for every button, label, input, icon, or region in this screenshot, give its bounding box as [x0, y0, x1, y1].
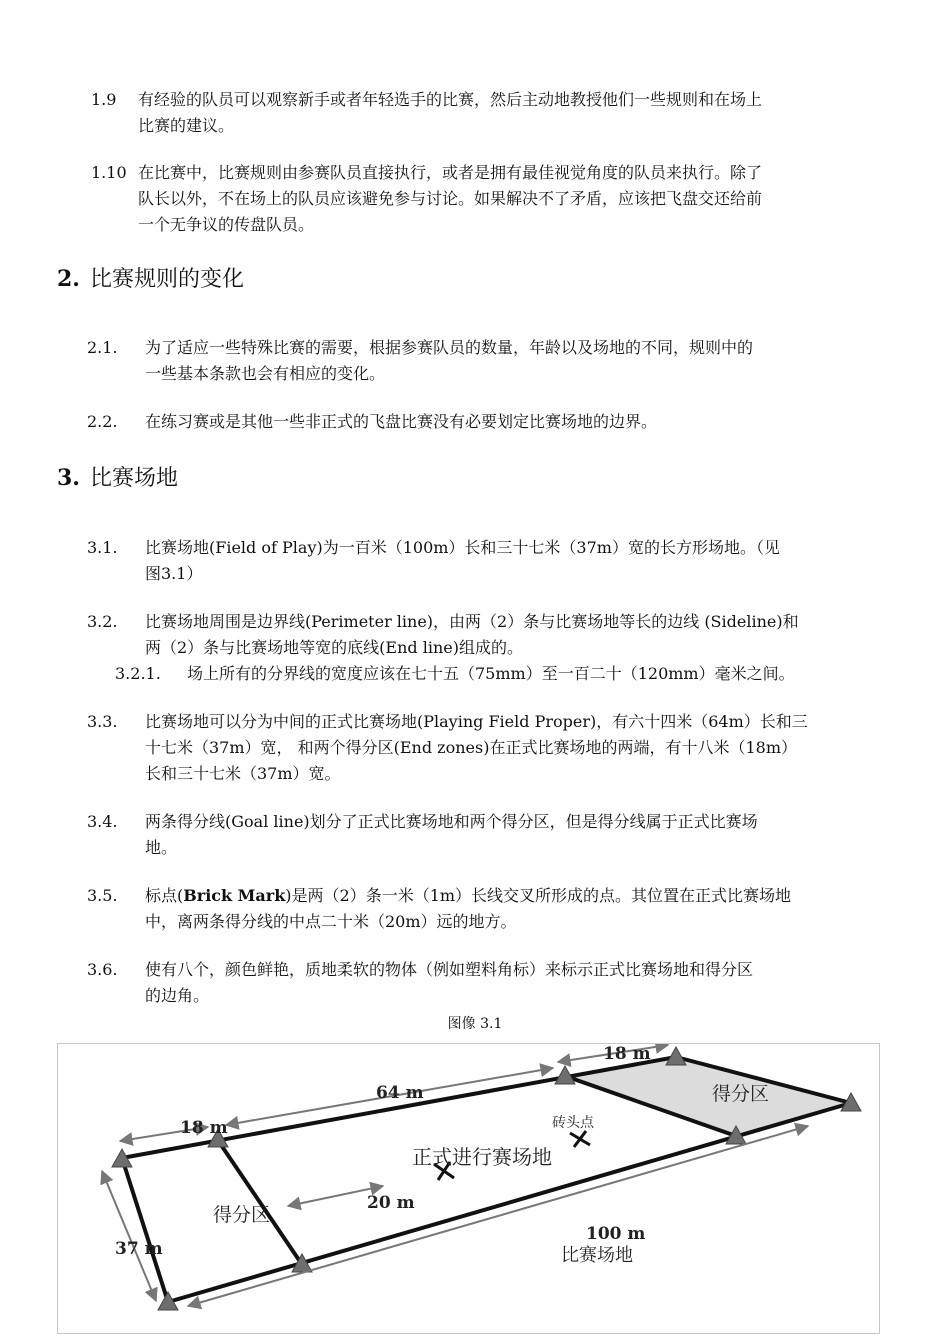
clause-number: 3.2.1. [115, 664, 161, 683]
paragraph-2-2 [87, 409, 887, 435]
clause-text-line: 比赛场地周围是边界线(Perimeter line)，由两（2）条与比赛场地等长的边线 (Sideline)和 [145, 612, 799, 631]
clause-number: 3.6. [87, 960, 118, 979]
clause-text-line: 两条得分线(Goal line)划分了正式比赛场地和两个得分区，但是得分线属于正式比赛场 [145, 812, 758, 831]
heading-number: 3. [57, 465, 80, 491]
label-100m: 100 m [586, 1224, 646, 1244]
clause-text-line: 比赛的建议。 [138, 116, 235, 135]
paragraph-1-10 [91, 160, 891, 238]
label-64m: 64 m [376, 1083, 424, 1103]
clause-text-line: 在练习赛或是其他一些非正式的飞盘比赛没有必要划定比赛场地的边界。 [145, 412, 658, 431]
clause-text-pre: 标点( [145, 886, 184, 905]
label-20m: 20 m [367, 1193, 415, 1213]
clause-text-line: 为了适应一些特殊比赛的需要，根据参赛队员的数量，年龄以及场地的不同，规则中的 [145, 338, 754, 357]
clause-text-line: 中，离两条得分线的中点二十米（20m）远的地方。 [145, 912, 517, 931]
heading-number: 2. [57, 266, 80, 292]
clause-text-line: 一些基本条款也会有相应的变化。 [145, 364, 386, 383]
paragraph-3-2 [87, 609, 887, 661]
label-endzone-left: 得分区 [213, 1204, 271, 1226]
clause-text-line [145, 883, 791, 909]
clause-number: 3.4. [87, 812, 118, 831]
clause-text-line: 比赛场地(Field of Play)为一百米（100m）长和三十七米（37m）宽的长方形场地。（见 [145, 538, 780, 557]
clause-number: 3.2. [87, 612, 118, 631]
section-heading-3 [57, 463, 178, 494]
heading-title: 比赛场地 [89, 466, 178, 491]
clause-text-line: 比赛场地可以分为中间的正式比赛场地(Playing Field Proper)，有六十四米（64m）长和三 [145, 712, 808, 731]
clause-text-line: 使有八个，颜色鲜艳，质地柔软的物体（例如塑料角标）来标示正式比赛场地和得分区 [145, 960, 754, 979]
clause-text-line: 长和三十七米（37m）宽。 [145, 764, 341, 783]
clause-number: 3.3. [87, 712, 118, 731]
clause-text-line: 十七米（37m）宽， 和两个得分区(End zones)在正式比赛场地的两端，有十八米（18m） [145, 738, 797, 757]
heading-title: 比赛规则的变化 [89, 267, 244, 292]
clause-text-line: 图3.1） [145, 564, 203, 583]
clause-text-line: 场上所有的分界线的宽度应该在七十五（75mm）至一百二十（120mm）毫米之间。 [187, 664, 795, 683]
label-37m: 37 m [115, 1239, 163, 1259]
clause-text-line: 地。 [145, 838, 178, 857]
clause-text-line: 队长以外，不在场上的队员应该避免参与讨论。如果解决不了矛盾，应该把飞盘交还给前 [138, 189, 763, 208]
label-endzone-right: 得分区 [712, 1083, 770, 1105]
section-heading-2 [57, 264, 244, 295]
label-top-18m: 18 m [603, 1044, 651, 1064]
field-diagram [57, 1043, 880, 1334]
label-playing-field-proper: 正式进行赛场地 [412, 1145, 552, 1169]
figure-caption: 图像 3.1 [447, 1016, 503, 1032]
clause-text-line: 两（2）条与比赛场地等宽的底线(End line)组成的。 [145, 638, 523, 657]
paragraph-3-5 [87, 883, 887, 935]
label-left-18m: 18 m [180, 1118, 228, 1138]
paragraph-3-6 [87, 957, 887, 1009]
paragraph-3-2-1 [115, 661, 895, 687]
clause-text-post: )是两（2）条一米（1m）长线交叉所形成的点。其位置在正式比赛场地 [285, 886, 792, 905]
brick-mark-term: Brick Mark [183, 886, 286, 905]
paragraph-3-3 [87, 709, 887, 787]
clause-number: 3.5. [87, 886, 118, 905]
paragraph-3-4 [87, 809, 887, 861]
label-field-of-play: 比赛场地 [561, 1245, 633, 1266]
label-brick-point: 砖头点 [552, 1115, 594, 1131]
field-diagram-svg [58, 1044, 879, 1333]
paragraph-1-9 [91, 87, 891, 139]
clause-text-line: 一个无争议的传盘队员。 [138, 215, 315, 234]
clause-number: 3.1. [87, 538, 118, 557]
clause-text-line: 在比赛中，比赛规则由参赛队员直接执行，或者是拥有最佳视觉角度的队员来执行。除了 [138, 163, 763, 182]
clause-number: 2.1. [87, 338, 118, 357]
paragraph-2-1 [87, 335, 887, 387]
clause-number: 2.2. [87, 412, 118, 431]
paragraph-3-1 [87, 535, 887, 587]
clause-number: 1.10 [91, 163, 127, 182]
clause-number: 1.9 [91, 90, 117, 109]
clause-text-line: 的边角。 [145, 986, 210, 1005]
clause-text-line: 有经验的队员可以观察新手或者年轻选手的比赛，然后主动地教授他们一些规则和在场上 [138, 90, 763, 109]
